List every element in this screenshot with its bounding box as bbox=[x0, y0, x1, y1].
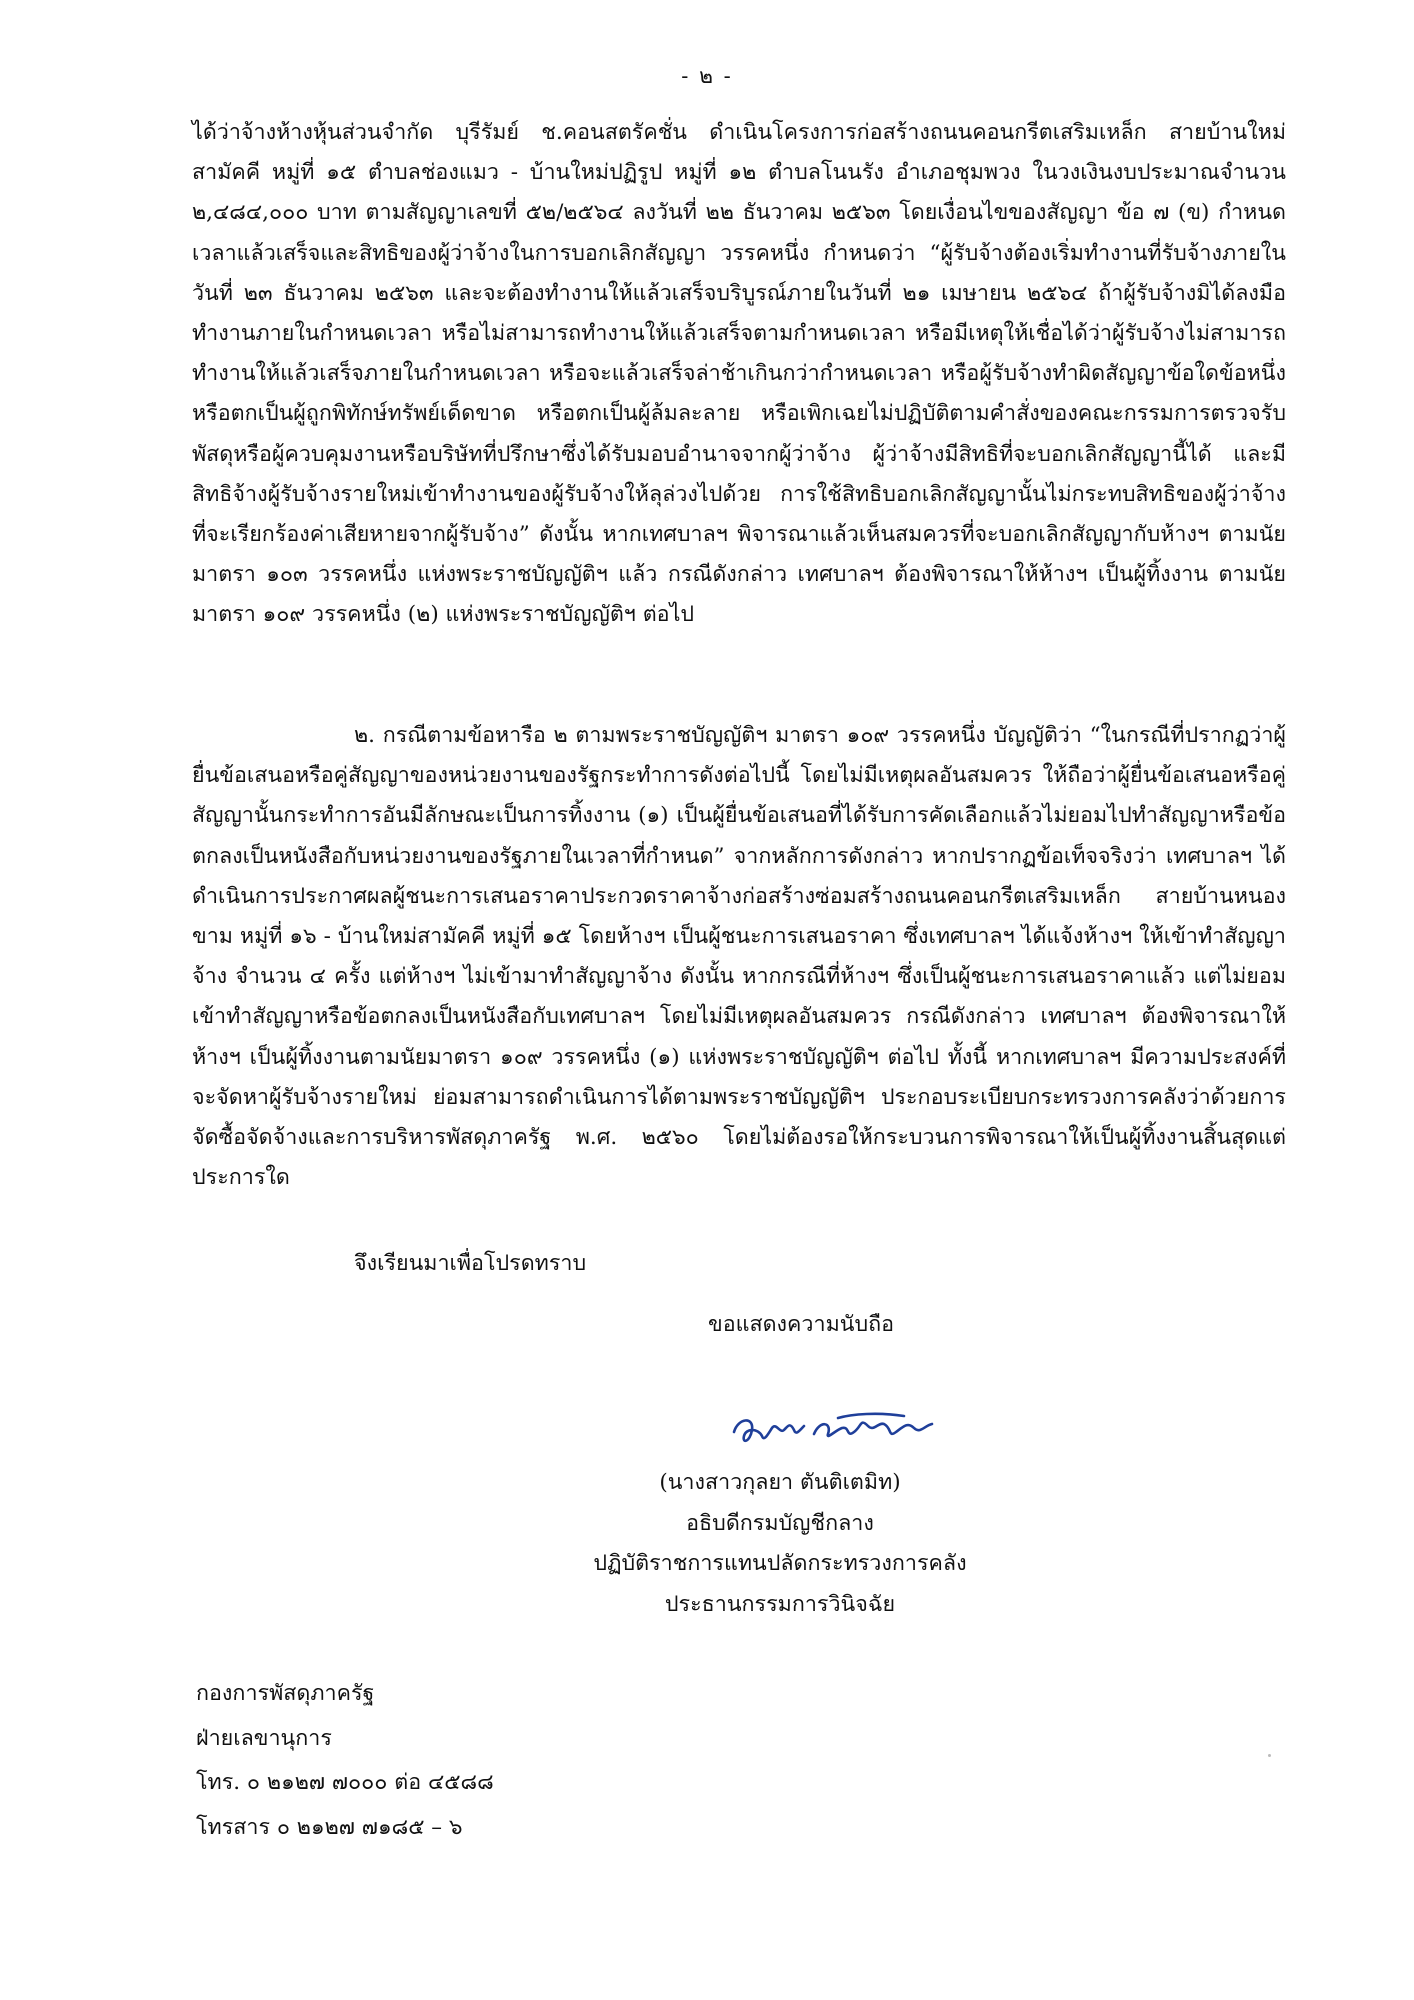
page-number: - ๒ - bbox=[681, 64, 733, 88]
closing-line: จึงเรียนมาเพื่อโปรดทราบ bbox=[354, 1251, 587, 1276]
regards-line: ขอแสดงความนับถือ bbox=[708, 1312, 895, 1337]
handwritten-signature bbox=[728, 1400, 968, 1460]
footer-division: กองการพัสดุภาครัฐ bbox=[196, 1681, 375, 1706]
footer-phone: โทร. ๐ ๒๑๒๗ ๗๐๐๐ ต่อ ๔๕๘๘ bbox=[196, 1770, 494, 1795]
signer-committee-role: ประธานกรรมการวินิจฉัย bbox=[664, 1591, 896, 1617]
signer-name: (นางสาวกุลยา ตันติเตมิท) bbox=[659, 1470, 901, 1495]
body-paragraph-1 bbox=[192, 113, 1286, 636]
scan-speck bbox=[1268, 1754, 1271, 1757]
body-paragraph-2 bbox=[192, 716, 1286, 1198]
paragraph-text: ๒. กรณีตามข้อหารือ ๒ ตามพระราชบัญญัติฯ มาตรา ๑๐๙ วรรคหนึ่ง บัญญัติว่า “ในกรณีที่ปรากฏว่าผู้ยื่นข้อเสนอหรือคู่สัญญาของหน่วยงานของรัฐกระทำการดังต่อไปนี้ โดยไม่มีเหตุผลอันสมควร ให้ถือว่าผู้ยื่นข้อเสนอหรือคู่สัญญานั้นกระทำการอันมีลักษณะเป็นการทิ้งงาน (๑) เป็นผู้ยื่นข้อเสนอที่ได้รับการคัดเลือกแล้วไม่ยอมไปทำสัญญาหรือข้อตกลงเป็นหนังสือกับหน่วยงานของรัฐภายในเวลาที่กำหนด” จากหลักการดังกล่าว หากปรากฏข้อเท็จจริงว่า เทศบาลฯ ได้ดำเนินการประกาศผลผู้ชนะการเสนอราคาประกวดราคาจ้างก่อสร้างซ่อมสร้างถนนคอนกรีตเสริมเหล็ก สายบ้านหนองขาม หมู่ที่ ๑๖ - บ้านใหม่สามัคคี หมู่ที่ ๑๕ โดยห้างฯ เป็นผู้ชนะการเสนอราคา ซึ่งเทศบาลฯ ได้แจ้งห้างฯ ให้เข้าทำสัญญาจ้าง จำนวน ๔ ครั้ง แต่ห้างฯ ไม่เข้ามาทำสัญญาจ้าง ดังนั้น หากกรณีที่ห้างฯ ซึ่งเป็นผู้ชนะการเสนอราคาแล้ว แต่ไม่ยอมเข้าทำสัญญาหรือข้อตกลงเป็นหนังสือกับเทศบาลฯ โดยไม่มีเหตุผลอันสมควร กรณีดังกล่าว เทศบาลฯ ต้องพิจารณาให้ห้างฯ เป็นผู้ทิ้งงานตามนัยมาตรา ๑๐๙ วรรคหนึ่ง (๑) แห่งพระราชบัญญัติฯ ต่อไป ทั้งนี้ หากเทศบาลฯ มีความประสงค์ที่จะจัดหาผู้รับจ้างรายใหม่ ย่อมสามารถดำเนินการได้ตามพระราชบัญญัติฯ ประกอบระเบียบกระทรวงการคลังว่าด้วยการจัดซื้อจัดจ้างและการบริหารพัสดุภาครัฐ พ.ศ. ๒๕๖๐ โดยไม่ต้องรอให้กระบวนการพิจารณาให้เป็นผู้ทิ้งงานสิ้นสุดแต่ประการใด bbox=[192, 723, 1286, 1191]
footer-section: ฝ่ายเลขานุการ bbox=[196, 1725, 332, 1751]
footer-fax: โทรสาร ๐ ๒๑๒๗ ๗๑๘๕ – ๖ bbox=[196, 1814, 463, 1840]
signer-position: อธิบดีกรมบัญชีกลาง bbox=[686, 1510, 874, 1536]
paragraph-text: ได้ว่าจ้างห้างหุ้นส่วนจำกัด บุรีรัมย์ ช.คอนสตรัคชั่น ดำเนินโครงการก่อสร้างถนนคอนกรีตเสริมเหล็ก สายบ้านใหม่สามัคคี หมู่ที่ ๑๕ ตำบลช่องแมว - บ้านใหม่ปฏิรูป หมู่ที่ ๑๒ ตำบลโนนรัง อำเภอชุมพวง ในวงเงินงบประมาณจำนวน ๒,๔๘๔,๐๐๐ บาท ตามสัญญาเลขที่ ๕๒/๒๕๖๔ ลงวันที่ ๒๒ ธันวาคม ๒๕๖๓ โดยเงื่อนไขของสัญญา ข้อ ๗ (ข) กำหนดเวลาแล้วเสร็จและสิทธิของผู้ว่าจ้างในการบอกเลิกสัญญา วรรคหนึ่ง กำหนดว่า “ผู้รับจ้างต้องเริ่มทำงานที่รับจ้างภายในวันที่ ๒๓ ธันวาคม ๒๕๖๓ และจะต้องทำงานให้แล้วเสร็จบริบูรณ์ภายในวันที่ ๒๑ เมษายน ๒๕๖๔ ถ้าผู้รับจ้างมิได้ลงมือทำงานภายในกำหนดเวลา หรือไม่สามารถทำงานให้แล้วเสร็จตามกำหนดเวลา หรือมีเหตุให้เชื่อได้ว่าผู้รับจ้างไม่สามารถทำงานให้แล้วเสร็จภายในกำหนดเวลา หรือจะแล้วเสร็จล่าช้าเกินกว่ากำหนดเวลา หรือผู้รับจ้างทำผิดสัญญาข้อใดข้อหนึ่ง หรือตกเป็นผู้ถูกพิทักษ์ทรัพย์เด็ดขาด หรือตกเป็นผู้ล้มละลาย หรือเพิกเฉยไม่ปฏิบัติตามคำสั่งของคณะกรรมการตรวจรับพัสดุหรือผู้ควบคุมงานหรือบริษัทที่ปรึกษาซึ่งได้รับมอบอำนาจจากผู้ว่าจ้าง ผู้ว่าจ้างมีสิทธิที่จะบอกเลิกสัญญานี้ได้ และมีสิทธิจ้างผู้รับจ้างรายใหม่เข้าทำงานของผู้รับจ้างให้ลุล่วงไปด้วย การใช้สิทธิบอกเลิกสัญญานั้นไม่กระทบสิทธิของผู้ว่าจ้างที่จะเรียกร้องค่าเสียหายจากผู้รับจ้าง” ดังนั้น หากเทศบาลฯ พิจารณาแล้วเห็นสมควรที่จะบอกเลิกสัญญากับห้างฯ ตามนัยมาตรา ๑๐๓ วรรคหนึ่ง แห่งพระราชบัญญัติฯ แล้ว กรณีดังกล่าว เทศบาลฯ ต้องพิจารณาให้ห้างฯ เป็นผู้ทิ้งงาน ตามนัยมาตรา ๑๐๙ วรรคหนึ่ง (๒) แห่งพระราชบัญญัติฯ ต่อไป bbox=[192, 120, 1286, 628]
signer-acting-position: ปฏิบัติราชการแทนปลัดกระทรวงการคลัง bbox=[593, 1551, 967, 1576]
contact-footer bbox=[196, 1672, 494, 1850]
signer-block bbox=[520, 1463, 1040, 1625]
